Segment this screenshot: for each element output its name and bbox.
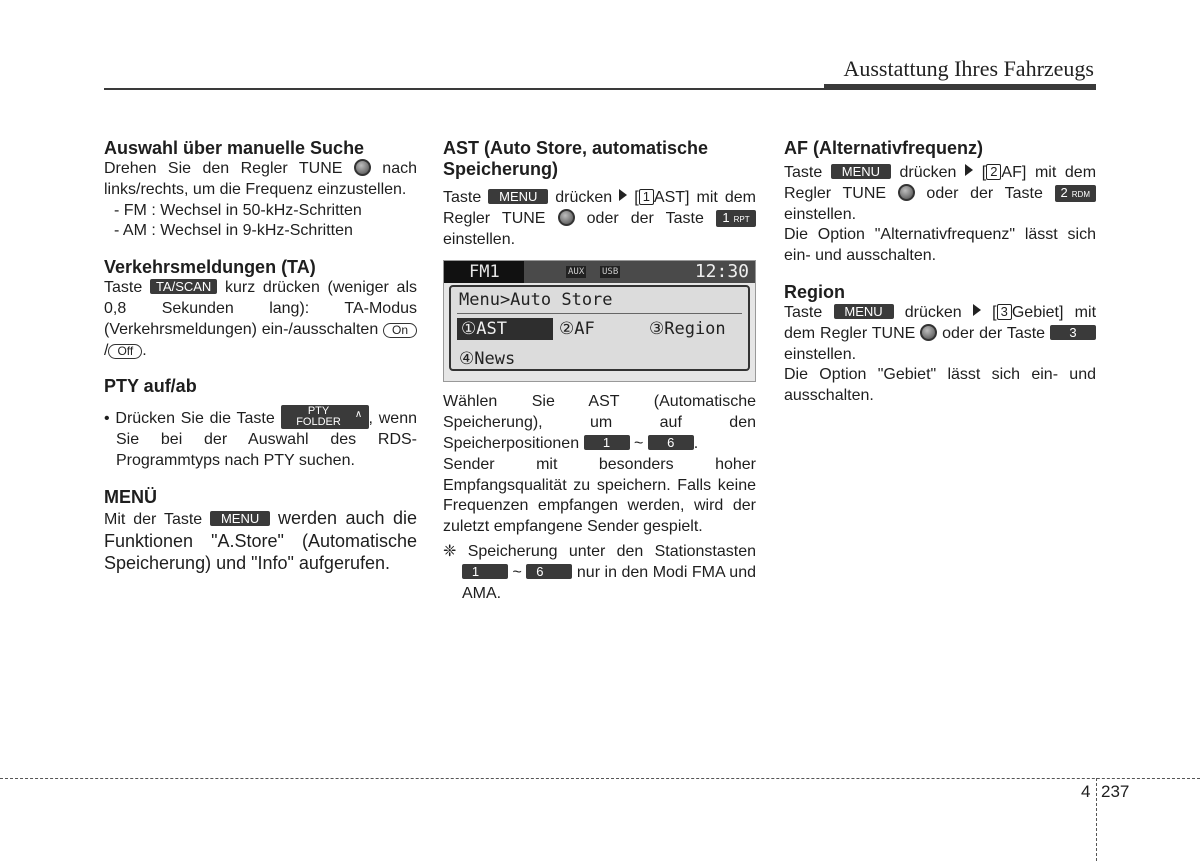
menu-title: Menu>Auto Store [459,290,613,311]
number-box-1: 1 [639,189,654,205]
number-box-3: 3 [997,304,1012,320]
key-1: 1 [584,435,630,450]
heading-menu: MENÜ [104,486,157,507]
band-label: FM1 [444,261,524,283]
paragraph-auto-store-body-2: Sender mit besonders hoher Empfangsqualität zu speichern. Falls keine Frequenzen empfangen werden, wird der zuletzt empfangene Sender gespielt. [443,455,756,536]
footer-divider [1096,778,1097,861]
tune-knob-icon [354,159,371,176]
page-number: 237 [1101,782,1130,801]
key-1: 1 [462,564,508,579]
radio-display-screenshot [443,260,756,382]
aux-tag: AUX [568,267,585,278]
heading-manual-search: Auswahl über manuelle Suche [104,138,365,158]
menu-key: MENU [210,511,270,526]
on-badge: On [383,323,417,338]
menu-key: MENU [488,189,548,204]
menu-key: MENU [831,164,891,179]
paragraph-auto-store-intro: Taste MENU drücken [ 1 AST] mit dem Regler TUNE oder der Taste 1 RPT einstellen. [443,189,756,248]
key-3: 3 [1050,325,1096,340]
menu-panel [449,285,750,371]
footer-rule [0,778,1200,779]
option-region: ③Region [649,319,726,340]
column-left [104,138,417,576]
paragraph-traffic-announcements: Taste TA/SCAN kurz drücken (weniger als 0,8 Sekunden lang): TA-Modus (Verkehrsmeldungen) ein-/ausschalten On/ Off . [104,279,418,359]
column-middle [443,138,756,604]
column-right [784,138,1096,407]
arrow-right-icon [965,164,973,176]
paragraph-manual-search: Drehen Sie den Regler TUNE nach links/rechts, um die Frequenz einzustellen. [104,160,417,198]
ta-scan-key: TA/SCAN [150,279,217,294]
paragraph-region-2: Die Option "Gebiet" lässt sich ein- und ausschalten. [784,366,1096,405]
pty-bullet: • Drücken Sie die Taste ∨ PTY FOLDER ∧ , wenn Sie bei der Auswahl des RDS-Programmtyps nach PTY suchen. [104,405,417,469]
running-header: Ausstattung Ihres Fahrzeugs [843,56,1094,81]
am-step-item: - AM : Wechsel in 9-kHz-Schritten [114,222,353,240]
paragraph-alt-frequency-2: Die Option "Alternativfrequenz" lässt sich ein- und ausschalten. [784,226,1096,265]
tune-knob-icon [558,209,575,226]
menu-key: MENU [834,304,894,319]
heading-traffic-announcements: Verkehrsmeldungen (TA) [104,257,316,278]
fm-step-item: - FM : Wechsel in 50-kHz-Schritten [114,201,362,219]
off-badge: Off [108,344,142,359]
option-af: ②AF [559,319,595,340]
key-1-rpt: 1 RPT [716,210,756,227]
heading-pty: PTY auf/ab [104,376,197,397]
paragraph-region: Taste MENU drücken [ 3 Gebiet] mit dem Regler TUNE oder der Taste 3 einstellen. [784,303,1097,363]
chapter-number: 4 [1081,782,1091,801]
paragraph-auto-store-body: Wählen Sie AST (Automatische Speicherung), um auf den Speicherpositionen 1 ~ 6 . [443,393,756,452]
arrow-right-icon [619,189,627,201]
option-news: ④News [459,349,516,370]
key-6: 6 [526,564,572,579]
tune-knob-icon [920,324,937,341]
pty-folder-key: ∨ PTY FOLDER ∧ [281,405,369,429]
usb-tag: USB [602,267,619,278]
heading-auto-store: AST (Auto Store, automatische Speicherung) [443,138,709,179]
note-preset-keys: ❈ Speicherung unter den Stationstasten 1 ~ 6 nur in den Modi FMA und AMA. [443,542,756,602]
heading-region: Region [784,281,845,302]
key-6: 6 [648,435,694,450]
heading-alt-frequency: AF (Alternativfrequenz) [784,138,984,158]
tune-knob-icon [898,184,915,201]
paragraph-menu: Mit der Taste MENU werden auch die Funktionen "A.Store" (Automatische Speicherung) und "Info" aufgerufen. [104,507,418,574]
option-ast: ①AST [457,318,553,340]
number-box-2: 2 [986,164,1001,180]
clock: 12:30 [694,261,749,283]
header-rule [104,88,1096,90]
paragraph-alt-frequency: Taste MENU drücken [ 2 AF] mit dem Regler TUNE oder der Taste 2 RDM einstellen. [784,164,1097,223]
key-2-rdm: 2 RDM [1055,185,1096,202]
arrow-right-icon [973,304,981,316]
